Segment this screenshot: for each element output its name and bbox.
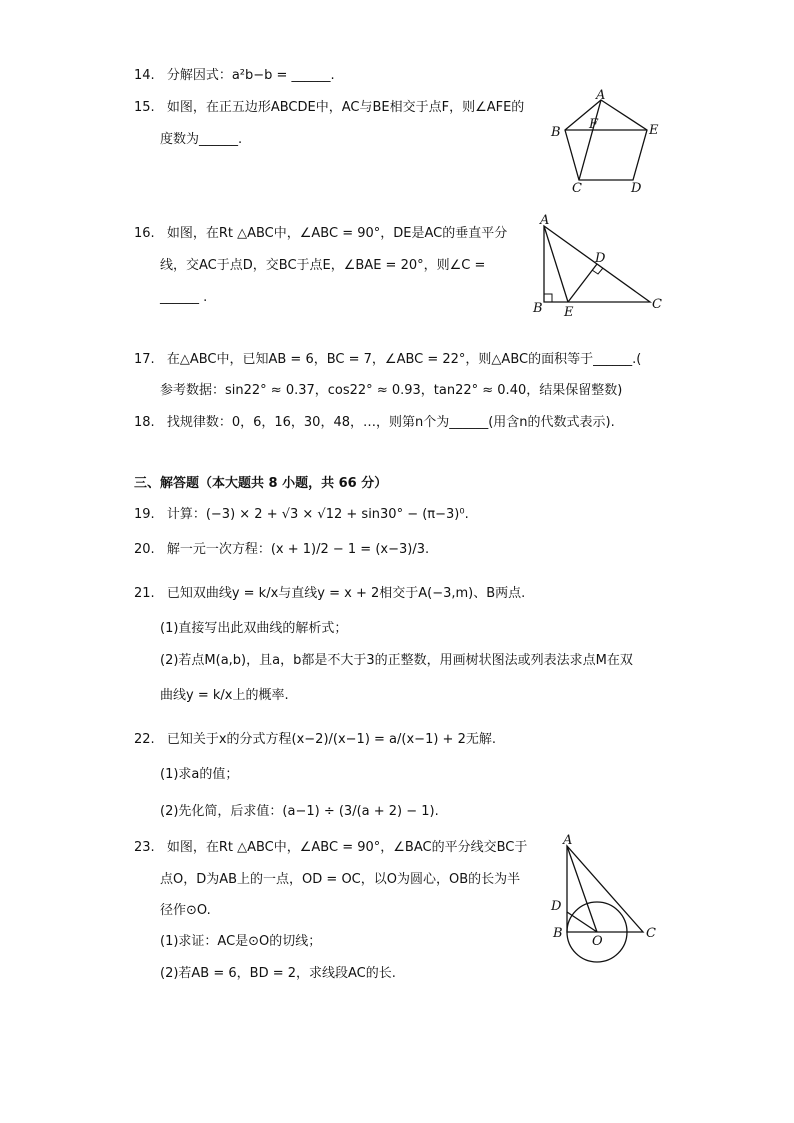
problem-number: 16. — [134, 226, 155, 241]
problem-number: 21. — [134, 586, 155, 601]
problem-number: 17. — [134, 352, 155, 367]
problem-16-line2: 线，交AC于点D，交BC于点E，∠BAE = 20°，则∠C = — [160, 258, 486, 273]
problem-number: 23. — [134, 840, 155, 855]
problem-14 — [134, 66, 335, 86]
problem-number: 19. — [134, 507, 155, 522]
problem-21-sub2a: (2)若点M(a,b)，且a，b都是不大于3的正整数，用画树状图法或列表法求点M在双 — [160, 653, 633, 668]
label-e: E — [649, 123, 659, 138]
problem-21-sub2b: 曲线y = k/x上的概率. — [160, 688, 289, 703]
problem-text: 分解因式：a²b−b = ______. — [166, 68, 335, 83]
problem-17-line1 — [134, 350, 641, 370]
problem-text: 已知关于x的分式方程(x−2)/(x−1) = a/(x−1) + 2无解. — [166, 732, 496, 747]
problem-text: 解一元一次方程：(x + 1)/2 − 1 = (x−3)/3. — [166, 542, 430, 557]
problem-20 — [134, 540, 429, 560]
segment-de — [568, 264, 597, 302]
label-a: A — [563, 833, 573, 848]
problem-number: 14. — [134, 68, 155, 83]
problem-text: 在△ABC中，已知AB = 6，BC = 7，∠ABC = 22°，则△ABC的面积等于______.( — [166, 352, 642, 367]
segment-ac — [579, 100, 601, 180]
problem-21-sub1: (1)直接写出此双曲线的解析式； — [160, 621, 348, 636]
section-heading: 三、解答题（本大题共 8 小题，共 66 分） — [134, 476, 388, 491]
label-b: B — [533, 301, 543, 316]
problem-number: 20. — [134, 542, 155, 557]
problem-23-sub1: (1)求证：AC是⊙O的切线； — [160, 934, 322, 949]
problem-22-sub2: (2)先化简，后求值：(a−1) ÷ (3/(a + 2) − 1). — [160, 804, 439, 819]
problem-text: 如图，在正五边形ABCDE中，AC与BE相交于点F，则∠AFE的 — [166, 100, 525, 115]
problem-16-line3: ______ . — [160, 290, 208, 305]
label-b: B — [551, 125, 561, 140]
segment-ae — [544, 226, 568, 302]
problem-23-line2: 点O，D为AB上的一点，OD = OC，以O为圆心，OB的长为半 — [160, 872, 521, 887]
problem-22-line1 — [134, 730, 496, 750]
label-c: C — [646, 926, 656, 941]
label-e: E — [564, 305, 574, 320]
label-c: C — [652, 297, 662, 312]
label-b: B — [553, 926, 563, 941]
problem-number: 22. — [134, 732, 155, 747]
problem-text: 计算：(−3) × 2 + √3 × √12 + sin30° − (π−3)⁰. — [166, 507, 469, 522]
problem-17-line2: 参考数据：sin22° ≈ 0.37，cos22° ≈ 0.93，tan22° ≈ 0.40，结果保留整数) — [160, 383, 623, 398]
problem-15-line2: 度数为______. — [160, 132, 243, 147]
problem-22-sub1: (1)求a的值； — [160, 767, 239, 782]
right-angle-b — [544, 294, 552, 302]
label-o: O — [592, 934, 603, 949]
pentagon-figure — [545, 88, 675, 196]
problem-21-line1 — [134, 584, 525, 604]
problem-number: 18. — [134, 415, 155, 430]
problem-18 — [134, 413, 615, 433]
problem-text: 已知双曲线y = k/x与直线y = x + 2相交于A(−3,m)、B两点. — [166, 586, 526, 601]
label-c: C — [572, 181, 582, 196]
segment-do — [567, 912, 597, 932]
label-a: A — [540, 213, 550, 228]
problem-number: 15. — [134, 100, 155, 115]
problem-text: 找规律数：0，6，16，30，48，…，则第n个为______(用含n的代数式表示). — [166, 415, 615, 430]
pentagon-shape — [565, 100, 647, 180]
problem-16-line1 — [134, 224, 507, 244]
label-d: D — [551, 899, 562, 914]
segment-ao — [567, 846, 597, 932]
label-f: F — [589, 117, 599, 132]
problem-23-line1 — [134, 838, 527, 858]
problem-text: 如图，在Rt △ABC中，∠ABC = 90°，DE是AC的垂直平分 — [166, 226, 508, 241]
problem-19 — [134, 505, 469, 525]
problem-text: 如图，在Rt △ABC中，∠ABC = 90°，∠BAC的平分线交BC于 — [166, 840, 528, 855]
problem-23-sub2: (2)若AB = 6，BD = 2，求线段AC的长. — [160, 966, 396, 981]
right-triangle-figure — [530, 212, 670, 320]
problem-15-line1 — [134, 98, 524, 118]
problem-23-line3: 径作⊙O. — [160, 903, 211, 918]
label-a: A — [596, 88, 606, 103]
circle-triangle-figure — [545, 832, 665, 972]
label-d: D — [631, 181, 642, 196]
label-d: D — [595, 251, 606, 266]
